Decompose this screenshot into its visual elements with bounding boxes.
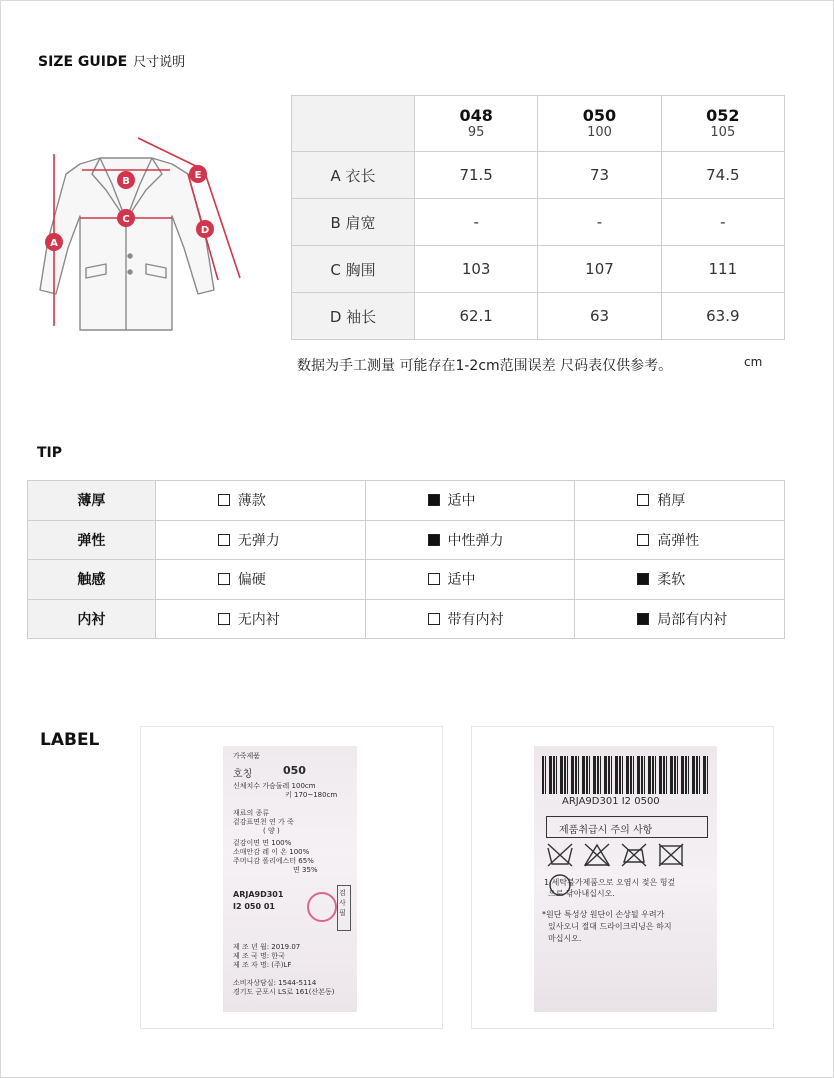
tip-option: 适中	[365, 560, 575, 600]
tip-option: 柔软	[575, 560, 785, 600]
marker-e	[189, 165, 207, 183]
checkbox-icon	[218, 613, 230, 625]
checkbox-icon	[218, 534, 230, 546]
size-guide-subtitle: 尺寸说明	[133, 55, 186, 70]
composition-tag-photo: 가죽제품 호칭 050 신체치수 가슴둘레 100cm 키 170~180cm 재료의 종류 겉감표면천 연 가 죽 ( 양 ) 겉감이면 면 100% 소매안감 레 이 온 100% 주머니감 폴리에스터 65% 면 35% ARJA9D301 I2 050 01 검사필 제 조 년 월: 2019.07 제 조 국 명: 한국 제 조 자 명: (주)LF 소비자상담실: 1544-5114 경기도 군포시 LS로 161(산본동)	[223, 746, 357, 1012]
cell: 74.5	[661, 152, 784, 199]
svg-text:E: E	[194, 170, 202, 181]
checkbox-icon	[637, 534, 649, 546]
cell: 63	[538, 293, 661, 340]
size-row-sleeve	[292, 293, 785, 340]
size-row-length	[292, 152, 785, 199]
size-table-corner	[292, 96, 415, 152]
marker-d	[196, 220, 214, 238]
size-guide-title	[38, 51, 185, 70]
row-label: A 衣长	[292, 152, 415, 199]
size-table	[291, 95, 785, 340]
tip-option: 适中	[365, 481, 575, 521]
inspection-stamp-icon	[307, 892, 337, 922]
tip-option: 局部有内衬	[575, 599, 785, 639]
cell: 71.5	[415, 152, 538, 199]
row-label: C 胸围	[292, 246, 415, 293]
checkbox-checked-icon	[637, 573, 649, 585]
size-row-shoulder	[292, 199, 785, 246]
checkbox-icon	[218, 494, 230, 506]
coat-diagram	[22, 130, 252, 345]
size-col-048: 048 95	[415, 96, 538, 152]
cell: 63.9	[661, 293, 784, 340]
svg-text:A: A	[50, 238, 58, 249]
tip-option: 稍厚	[575, 481, 785, 521]
cell: 111	[661, 246, 784, 293]
tip-row-elasticity	[28, 520, 785, 560]
no-wash-icon	[546, 842, 574, 868]
tip-option: 薄款	[155, 481, 365, 521]
marker-c	[117, 209, 135, 227]
svg-text:D: D	[200, 225, 210, 236]
size-guide-heading: SIZE GUIDE	[38, 54, 128, 70]
svg-text:C: C	[122, 214, 130, 225]
tip-table	[27, 480, 785, 639]
no-iron-icon	[620, 842, 648, 868]
care-title-box: 제품취급시 주의 사항	[546, 816, 708, 838]
cell: -	[661, 199, 784, 246]
tip-row-label: 内衬	[28, 599, 156, 639]
tip-option: 无弹力	[155, 520, 365, 560]
size-table-header	[292, 96, 785, 152]
tip-option: 带有内衬	[365, 599, 575, 639]
cell: 62.1	[415, 293, 538, 340]
barcode-icon	[542, 756, 708, 794]
cell: -	[538, 199, 661, 246]
size-col-050: 050 100	[538, 96, 661, 152]
cell: 73	[538, 152, 661, 199]
care-tag-photo: ARJA9D301 I2 0500 제품취급시 주의 사항 1.세탁불가제품으로 오염시 젖은 헝겊 으로 닦아내십시오. *원단 특성상 원단이 손상될 우려가 있사오니 절대 드라이크리닝은 하지 마십시오.	[534, 746, 717, 1012]
size-col-052: 052 105	[661, 96, 784, 152]
tip-row-label: 薄厚	[28, 481, 156, 521]
checkbox-checked-icon	[428, 494, 440, 506]
tip-option: 中性弹力	[365, 520, 575, 560]
marker-b	[117, 171, 135, 189]
tip-option: 无内衬	[155, 599, 365, 639]
checkbox-checked-icon	[428, 534, 440, 546]
checkbox-icon	[637, 494, 649, 506]
cell: 107	[538, 246, 661, 293]
no-bleach-icon	[583, 842, 611, 868]
label-card-care	[471, 726, 774, 1029]
tip-row-lining	[28, 599, 785, 639]
measurement-note: 数据为手工测量 可能存在1-2cm范围误差 尺码表仅供参考。	[297, 358, 673, 374]
tip-row-label: 触感	[28, 560, 156, 600]
tip-row-touch	[28, 560, 785, 600]
size-row-chest	[292, 246, 785, 293]
label-title: LABEL	[40, 730, 100, 750]
row-label: B 肩宽	[292, 199, 415, 246]
tip-option: 高弹性	[575, 520, 785, 560]
tip-option: 偏硬	[155, 560, 365, 600]
tip-title: TIP	[37, 445, 63, 461]
checkbox-icon	[428, 573, 440, 585]
no-dryclean-icon	[657, 842, 685, 868]
cell: 103	[415, 246, 538, 293]
tip-row-thickness	[28, 481, 785, 521]
checkbox-icon	[428, 613, 440, 625]
inspection-box: 검사필	[337, 885, 351, 931]
marker-a	[45, 233, 63, 251]
svg-text:B: B	[122, 176, 130, 187]
unit-label: cm	[744, 355, 763, 369]
tip-row-label: 弹性	[28, 520, 156, 560]
label-card-composition	[140, 726, 443, 1029]
checkbox-icon	[218, 573, 230, 585]
cell: -	[415, 199, 538, 246]
checkbox-checked-icon	[637, 613, 649, 625]
row-label: D 袖长	[292, 293, 415, 340]
